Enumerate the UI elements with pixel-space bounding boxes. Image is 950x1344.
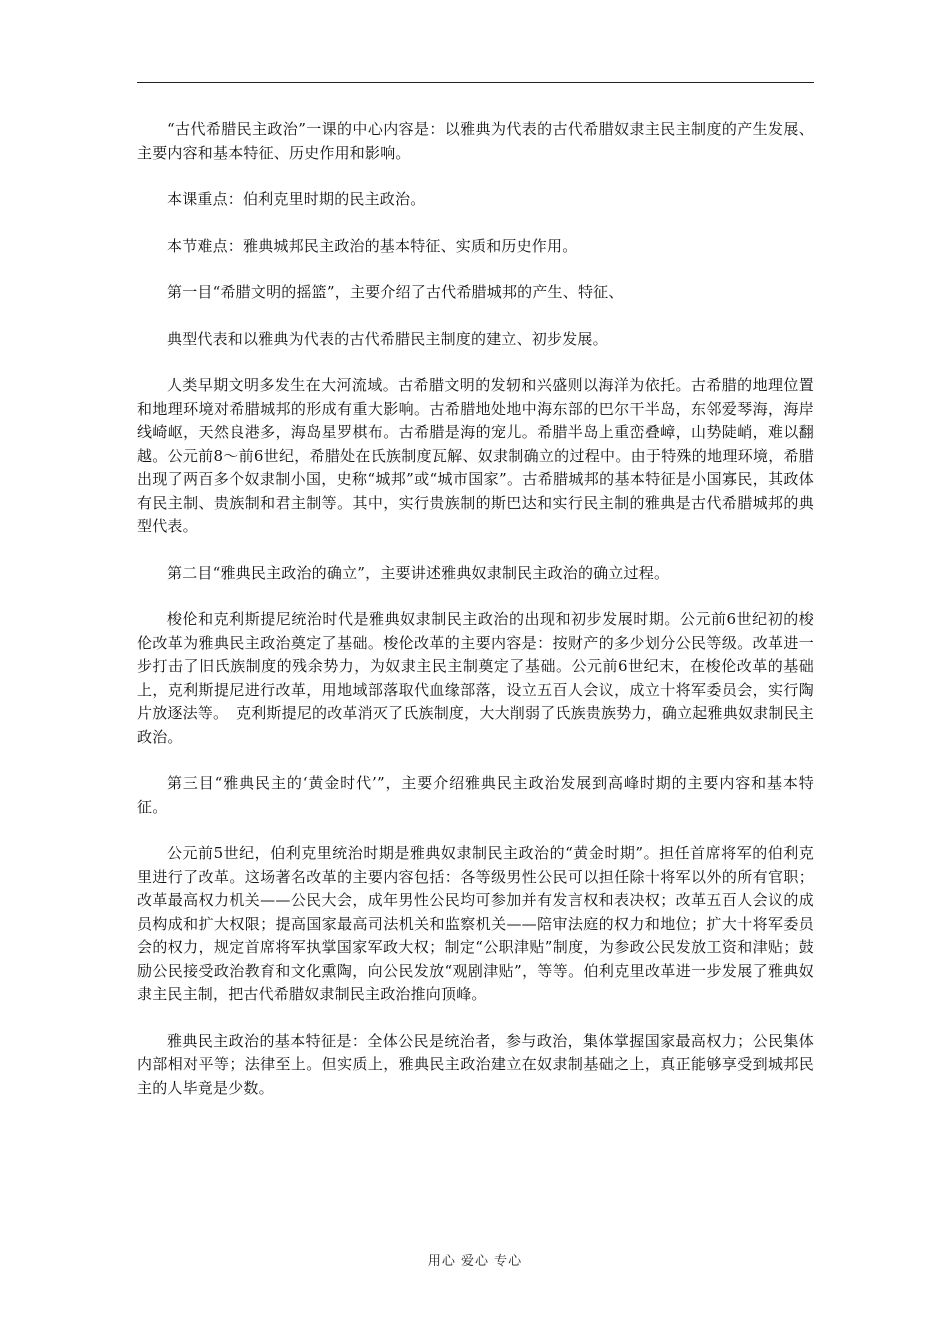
section-one-heading: 第一目“希腊文明的摇篮”，主要介绍了古代希腊城邦的产生、特征、 [167, 283, 624, 301]
section-three-body: 公元前5世纪，伯利克里统治时期是雅典奴隶制民主政治的“黄金时期”。担任首席将军的伯利克里进行了改革。这场著名改革的主要内容包括：各等级男性公民可以担任除十将军以外的所有官职；改革最高权力机关——公民大会，成年男性公民均可参加并有发言权和表决权；改革五百人会议的成员构成和扩大权限；提高国家最高司法机关和监察机关——陪审法庭的权力和地位；扩大十将军委员会的权力，规定首席将军执掌国家军政大权；制定“公职津贴”制度，为参政公民发放工资和津贴；鼓励公民接受政治教育和文化熏陶，向公民发放“观剧津贴”，等等。伯利克里改革进一步发展了雅典奴隶主民主制，把古代希腊奴隶制民主政治推向顶峰。 [137, 844, 814, 1003]
section-two-heading: 第二目“雅典民主政治的确立”，主要讲述雅典奴隶制民主政治的确立过程。 [167, 563, 670, 582]
section-one-heading-cont: 典型代表和以雅典为代表的古代希腊民主制度的建立、初步发展。 [167, 329, 608, 348]
intro-paragraph: “古代希腊民主政治”一课的中心内容是：以雅典为代表的古代希腊奴隶主民主制度的产生发展、主要内容和基本特征、历史作用和影响。 [137, 120, 814, 162]
section-three-heading: 第三目“雅典民主的‘黄金时代’”，主要介绍雅典民主政治发展到高峰时期的主要内容和基本特征。 [137, 774, 814, 816]
difficulty-paragraph: 本节难点：雅典城邦民主政治的基本特征、实质和历史作用。 [167, 236, 578, 255]
section-two-body: 梭伦和克利斯提尼统治时代是雅典奴隶制民主政治的出现和初步发展时期。公元前6世纪初的梭伦改革为雅典民主政治奠定了基础。梭伦改革的主要内容是：按财产的多少划分公民等级。改革进一步打击了旧氏族制度的残余势力，为奴隶主民主制奠定了基础。公元前6世纪末，在梭伦改革的基础上，克利斯提尼进行改革，用地域部落取代血缘部落，设立五百人会议，成立十将军委员会，实行陶片放逐法等。 克利斯提尼的改革消灭了氏族制度，大大削弱了氏族贵族势力，确立起雅典奴隶制民主政治。 [137, 610, 814, 746]
key-point-paragraph: 本课重点：伯利克里时期的民主政治。 [167, 190, 426, 208]
section-one-body: 人类早期文明多发生在大河流域。古希腊文明的发轫和兴盛则以海洋为依托。古希腊的地理位置和地理环境对希腊城邦的形成有重大影响。古希腊地处地中海东部的巴尔干半岛，东邻爱琴海，海岸线崎岖，天然良港多，海岛星罗棋布。古希腊是海的宠儿。希腊半岛上重峦叠嶂，山势陡峭，难以翻越。公元前8～前6世纪，希腊处在氏族制度瓦解、奴隶制确立的过程中。由于特殊的地理环境，希腊出现了两百多个奴隶制小国，史称“城邦”或“城市国家”。古希腊城邦的基本特征是小国寡民，其政体有民主制、贵族制和君主制等。其中，实行贵族制的斯巴达和实行民主制的雅典是古代希腊城邦的典型代表。 [137, 376, 814, 535]
characteristics-paragraph: 雅典民主政治的基本特征是：全体公民是统治者，参与政治，集体掌握国家最高权力；公民集体内部相对平等；法律至上。但实质上，雅典民主政治建立在奴隶制基础之上，真正能够享受到城邦民主的人毕竟是少数。 [137, 1031, 814, 1097]
header-rule [137, 82, 814, 83]
document-body [137, 118, 814, 1100]
page-footer: 用心 爱心 专心 [427, 1254, 523, 1269]
